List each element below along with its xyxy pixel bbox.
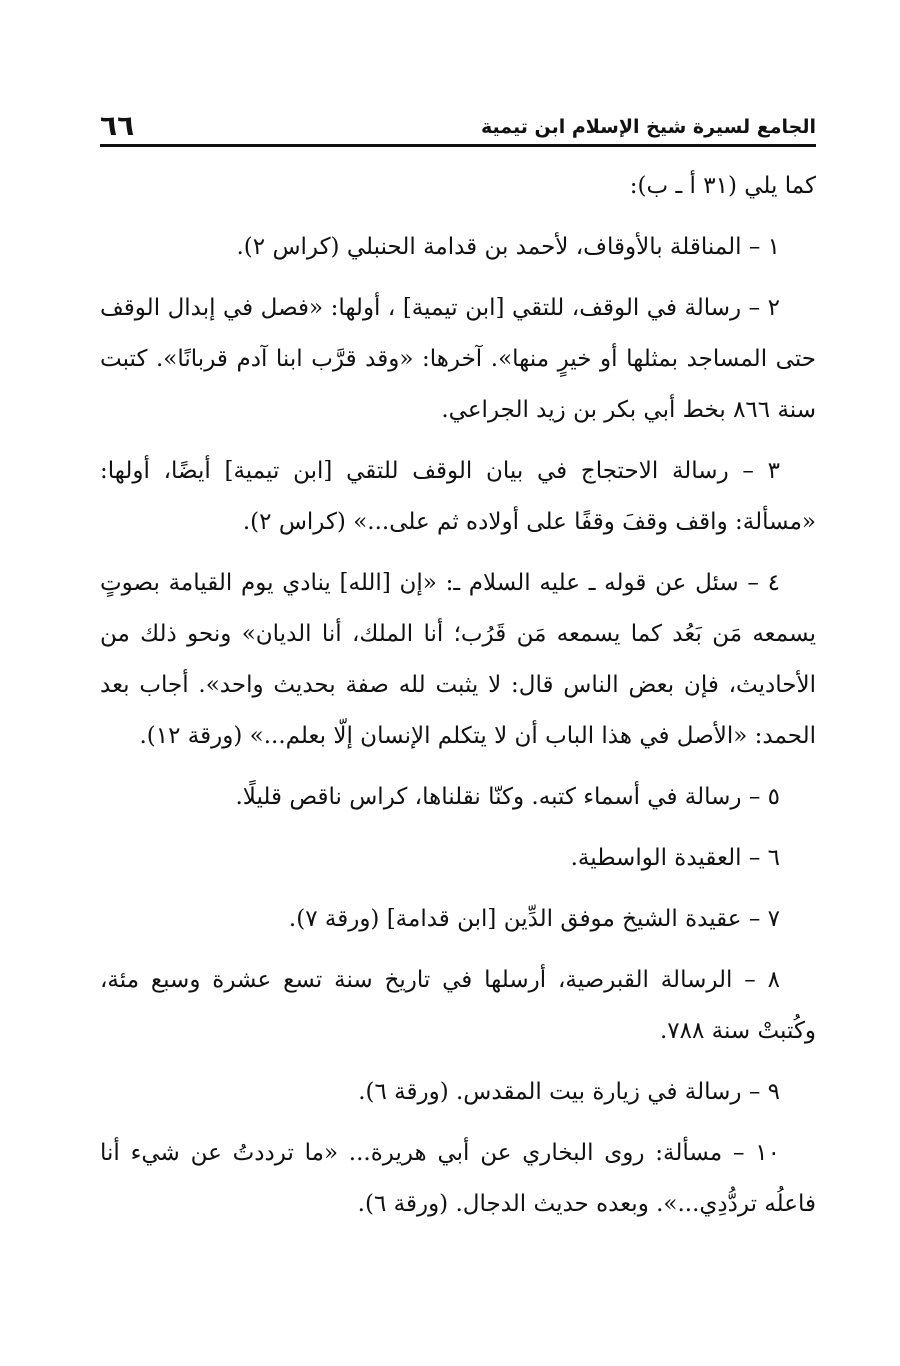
list-item-8: ٨ – الرسالة القبرصية، أرسلها في تاريخ سنة تسع عشرة وسبع مئة، وكُتبتْ سنة ٧٨٨.	[100, 967, 816, 1044]
list-item-6: ٦ – العقيدة الواسطية.	[570, 845, 780, 871]
list-item-9: ٩ – رسالة في زيارة بيت المقدس. (ورقة ٦).	[358, 1079, 780, 1105]
page-number: ٦٦	[100, 109, 135, 142]
list-item-1: ١ – المناقلة بالأوقاف، لأحمد بن قدامة الحنبلي (كراس ٢).	[236, 234, 780, 260]
list-item-4: ٤ – سئل عن قوله ـ عليه السلام ـ: «إن [الله] ينادي يوم القيامة بصوتٍ يسمعه مَن بَعُد كما يسمعه مَن قَرُب؛ أنا الملك، أنا الديان» ونحو ذلك من الأحاديث، فإن بعض الناس قال: لا يثبت لله صفة بحديث واحد». أجاب بعد الحمد: «الأصل في هذا الباب أن لا يتكلم الإنسان إلّا بعلم...» (ورقة ١٢).	[100, 570, 816, 749]
intro-line: كما يلي (٣١ أ ـ ب):	[629, 173, 816, 199]
list-item-7: ٧ – عقيدة الشيخ موفق الدِّين [ابن قدامة] (ورقة ٧).	[288, 906, 780, 932]
list-item-5: ٥ – رسالة في أسماء كتبه. وكنّا نقلناها، كراس ناقص قليلًا.	[235, 784, 780, 810]
document-page	[100, 100, 816, 1240]
running-title: الجامع لسيرة شيخ الإسلام ابن تيمية	[480, 116, 816, 138]
page-header	[100, 100, 816, 140]
header-rule	[100, 144, 816, 147]
body-text	[100, 161, 816, 1230]
list-item-2: ٢ – رسالة في الوقف، للتقي [ابن تيمية] ، أولها: «فصل في إبدال الوقف حتى المساجد بمثلها أو خيرٍ منها». آخرها: «وقد قرَّب ابنا آدم قربانًا». كتبت سنة ٨٦٦ بخط أبي بكر بن زيد الجراعي.	[100, 295, 816, 423]
list-item-10: ١٠ – مسألة: روى البخاري عن أبي هريرة... «ما ترددتُ عن شيء أنا فاعلُه تردُّدِي...». وبعده حديث الدجال. (ورقة ٦).	[100, 1140, 816, 1217]
list-item-3: ٣ – رسالة الاحتجاج في بيان الوقف للتقي [ابن تيمية] أيضًا، أولها: «مسألة: واقف وقفَ وقفًا على أولاده ثم على...» (كراس ٢).	[100, 458, 816, 535]
